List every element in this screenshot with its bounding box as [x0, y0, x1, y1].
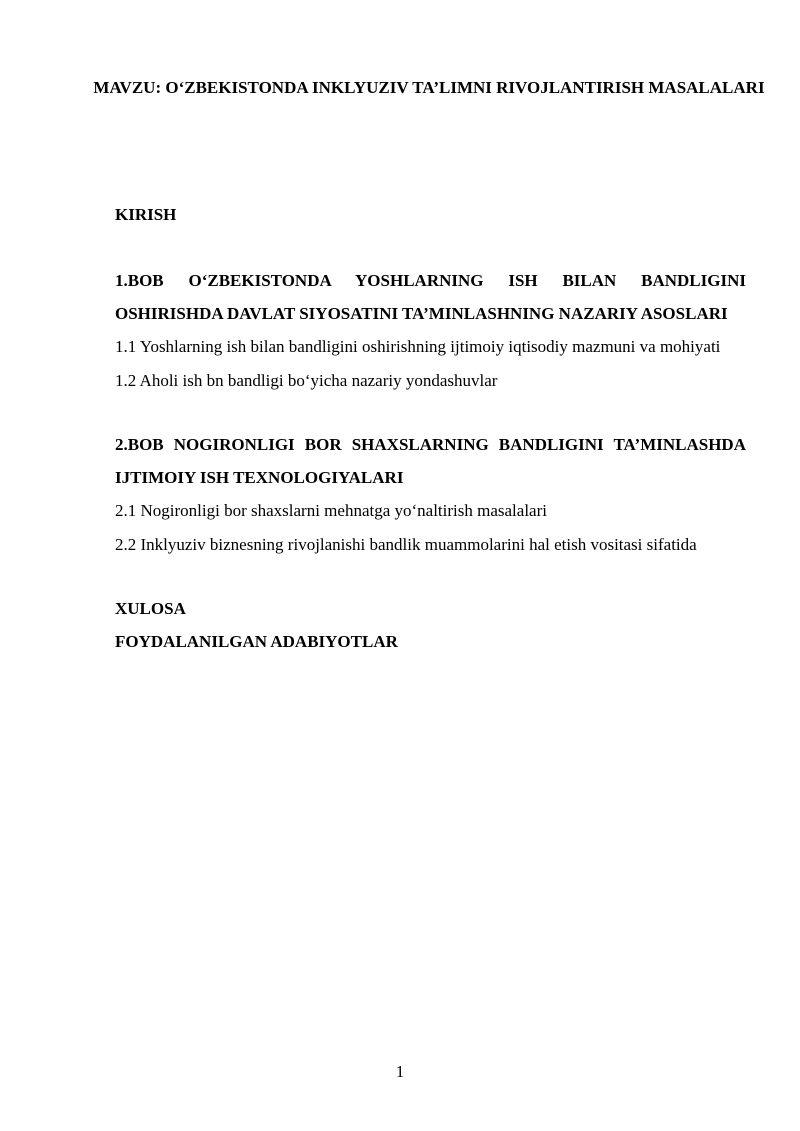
table-of-contents [115, 198, 746, 658]
document-title: MAVZU: O‘ZBEKISTONDA INKLYUZIV TA’LIMNI RIVOJLANTIRISH MASALALARI [93, 78, 765, 97]
section-1-1: 1.1 Yoshlarning ish bilan bandligini oshirishning ijtimoiy iqtisodiy mazmuni va mohiyati [115, 337, 721, 356]
section-1-2: 1.2 Aholi ish bn bandligi bo‘yicha nazariy yondashuvlar [115, 371, 498, 390]
spacer [115, 562, 746, 592]
conclusion-heading: XULOSA [115, 599, 186, 618]
intro-heading: KIRISH [115, 205, 177, 224]
section-2-2: 2.2 Inklyuziv biznesning rivojlanishi bandlik muammolarini hal etish vositasi sifatida [115, 535, 697, 554]
section-2-1: 2.1 Nogironligi bor shaxslarni mehnatga yo‘naltirish masalalari [115, 501, 547, 520]
page-number: 1 [395, 1062, 405, 1081]
spacer [115, 398, 746, 428]
chapter-2-heading: 2.BOB NOGIRONLIGI BOR SHAXSLARNING BANDLIGINI TA’MINLASHDA IJTIMOIY ISH TEXNOLOGIYALARI [115, 435, 746, 487]
references-heading: FOYDALANILGAN ADABIYOTLAR [115, 632, 398, 651]
spacer [115, 231, 746, 264]
chapter-1-heading: 1.BOB O‘ZBEKISTONDA YOSHLARNING ISH BILAN BANDLIGINI OSHIRISHDA DAVLAT SIYOSATINI TA’MINLASHNING NAZARIY ASOSLARI [115, 271, 746, 323]
